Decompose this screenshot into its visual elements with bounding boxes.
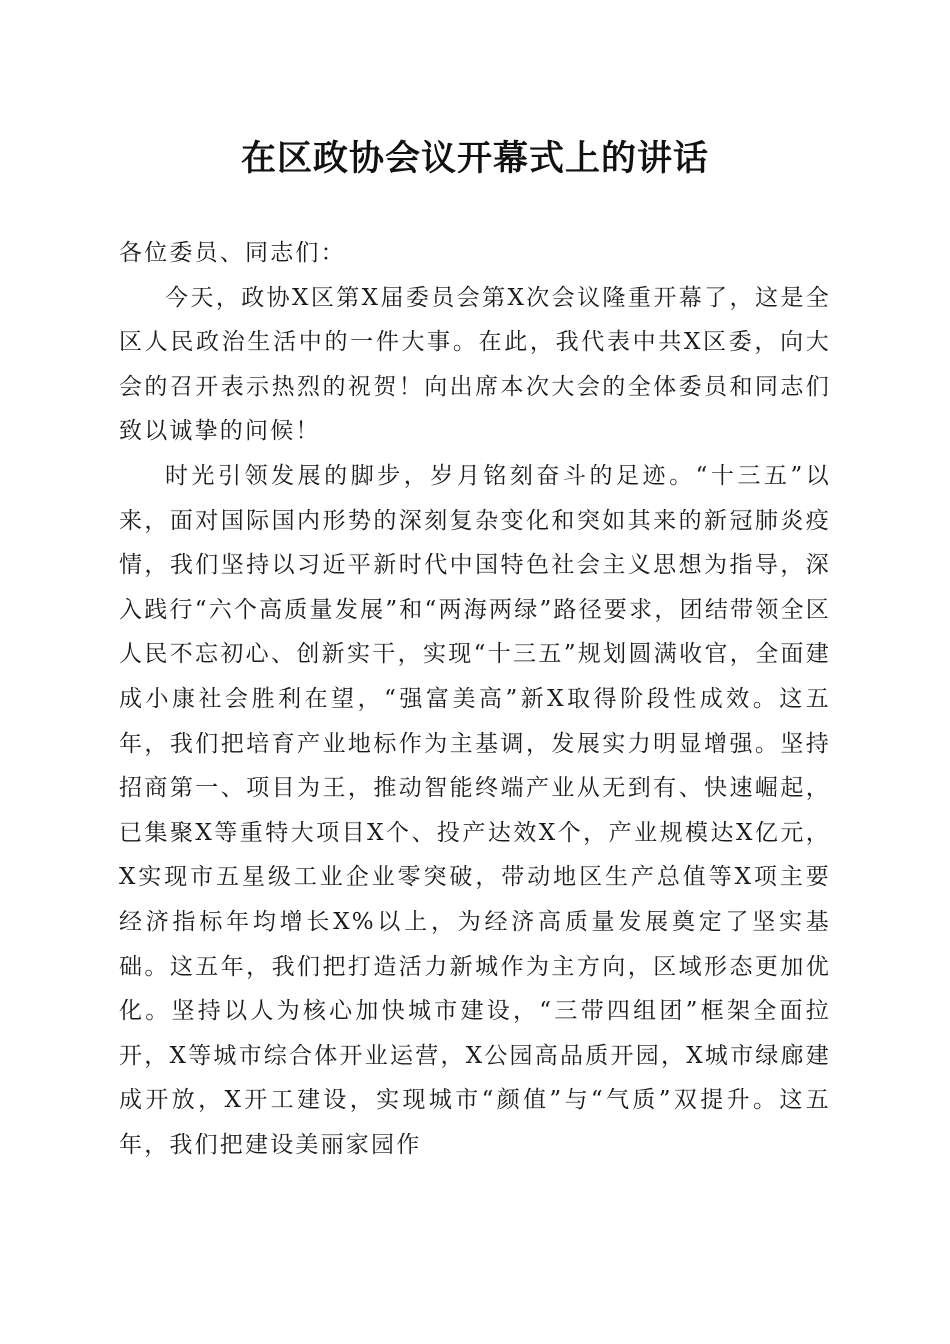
salutation: 各位委员、同志们： <box>119 240 346 266</box>
document-body <box>119 231 831 1167</box>
document-title: 在区政协会议开幕式上的讲话 <box>240 138 709 179</box>
paragraph-review: 时光引领发展的脚步，岁月铭刻奋斗的足迹。“十三五”以来，面对国际国内形势的深刻复杂变化和突如其来的新冠肺炎疫情，我们坚持以习近平新时代中国特色社会主义思想为指导，深入践行“六个高质量发展”和“两海两绿”路径要求，团结带领全区人民不忘初心、创新实干，实现“十三五”规划圆满收官，全面建成小康社会胜利在望，“强富美高”新X取得阶段性成效。这五年，我们把培育产业地标作为主基调，发展实力明显增强。坚持招商第一、项目为王，推动智能终端产业从无到有、快速崛起，已集聚X等重特大项目X个、投产达效X个，产业规模达X亿元，X实现市五星级工业企业零突破，带动地区生产总值等X项主要经济指标年均增长X%以上，为经济高质量发展奠定了坚实基础。这五年，我们把打造活力新城作为主方向，区域形态更加优化。坚持以人为核心加快城市建设，“三带四组团”框架全面拉开，X等城市综合体开业运营，X公园高品质开园，X城市绿廊建成开放，X开工建设，实现城市“颜值”与“气质”双提升。这五年，我们把建设美丽家园作 <box>119 462 831 1158</box>
paragraph-opening: 今天，政协X区第X届委员会第X次会议隆重开幕了，这是全区人民政治生活中的一件大事。在此，我代表中共X区委，向大会的召开表示热烈的祝贺！向出席本次大会的全体委员和同志们致以诚挚的问候！ <box>119 284 831 445</box>
